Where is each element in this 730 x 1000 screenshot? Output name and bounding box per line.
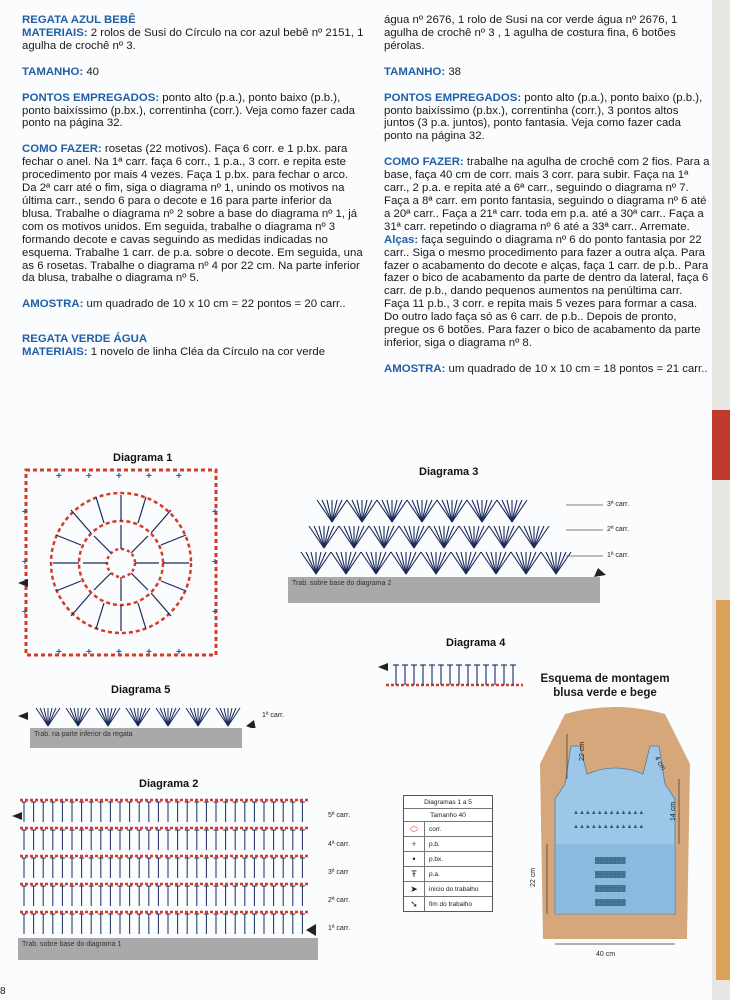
legend-row: + p.b. — [404, 836, 492, 851]
schema-side-top-measure: 14 cm — [670, 801, 678, 822]
svg-text:▲▲▲▲▲▲▲▲▲▲▲▲: ▲▲▲▲▲▲▲▲▲▲▲▲ — [573, 810, 645, 816]
adjacent-page-edge — [712, 0, 730, 1000]
d2-start-arrow-icon — [12, 812, 22, 820]
diagram2-base-bar: Trab. sobre base do diagrama 1 — [18, 938, 318, 960]
legend-row: ➤ início do trabalho — [404, 881, 492, 896]
diagram2-rows — [20, 800, 310, 934]
amostra2-paragraph: AMOSTRA: um quadrado de 10 x 10 cm = 18 pontos = 21 carr.. — [384, 362, 708, 375]
diagram1-stitches — [53, 495, 189, 631]
d5-end-arrow-icon — [246, 720, 256, 728]
como-fazer-paragraph: COMO FAZER: rosetas (22 motivos). Faça 6 corr. e 1 p.bx. para fechar o anel. Na 1ª carr. faça 6 corr., 1 p.a., 3 corr. e repita este procedimento por mais 4 vezes. Faça 1 p.bx. para fechar o arco. Da 2ª carr até o fim, siga o diagrama nº 1, unindo os motivos na última carr., sendo 6 para o decote e 16 para parte inferior da blusa. Trabalhe o diagrama nº 2 sobre a base do diagrama nº 1, já com os motivos unidos. Em seguida, trabalhe o diagrama nº 3 formando decote e cavas seguindo as medidas indicadas no esquema. Trabalhe 1 carr. de p.a. sobre o decote. Em seguida, una as 6 rosetas. Trabalhe o diagrama nº 4 por 22 cm. Na parte inferior da blusa, trabalhe o diagrama nº 5. — [22, 143, 363, 285]
svg-text:+: + — [116, 471, 122, 482]
schema-title: Esquema de montagem blusa verde e bege — [540, 673, 670, 699]
svg-text:▓▓▓▓▓▓▓: ▓▓▓▓▓▓▓ — [595, 872, 626, 878]
diagram2-title: Diagrama 2 — [139, 778, 199, 790]
svg-text:+: + — [212, 607, 218, 618]
pontos-paragraph: PONTOS EMPREGADOS: ponto alto (p.a.), ponto baixo (p.b.), ponto baixíssimo (p.bx.), correntinha (corr.). Veja como fazer cada ponto na página 32. — [22, 91, 356, 130]
d3-row2-label: 2ª carr. — [607, 526, 630, 533]
schema-side-bottom-measure: 22 cm — [530, 867, 538, 888]
svg-text:+: + — [56, 471, 62, 482]
svg-text:+: + — [56, 647, 62, 658]
d3-row3-label: 3ª carr. — [607, 501, 630, 508]
svg-text:+: + — [176, 471, 182, 482]
legend-header: Diagramas 1 a 5 — [404, 796, 492, 809]
svg-text:+: + — [212, 557, 218, 568]
materiais-continuation: água nº 2676, 1 rolo de Susi na cor verde água nº 2676, 1 agulha de crochê nº 3 , 1 agulha de costura fina, 6 botões pérolas. — [384, 14, 678, 52]
chain-symbol-icon: ⬭ — [404, 822, 425, 836]
svg-text:▓▓▓▓▓▓▓: ▓▓▓▓▓▓▓ — [595, 900, 626, 906]
d2-row4-label: 4ª carr. — [328, 841, 351, 848]
diagram5-title: Diagrama 5 — [111, 684, 171, 696]
d2-row5-label: 5ª carr. — [328, 812, 351, 819]
right-column — [384, 14, 710, 389]
diagram3-base-bar: Trab. sobre base do diagrama 2 — [288, 577, 600, 603]
svg-text:▲▲▲▲▲▲▲▲▲▲▲▲: ▲▲▲▲▲▲▲▲▲▲▲▲ — [573, 824, 645, 830]
d2-end-arrow-icon — [306, 924, 316, 936]
plus-symbol-icon: + — [404, 837, 425, 851]
schema-width-measure: 40 cm — [596, 951, 616, 958]
start-arrow-icon — [18, 579, 28, 587]
symbols-legend — [403, 795, 493, 912]
left-column — [22, 14, 364, 372]
schema-shoulder-measure: 4 cm — [652, 755, 667, 772]
end-arrow-icon: ➘ — [404, 897, 425, 911]
como-fazer2-paragraph: COMO FAZER: trabalhe na agulha de crochê com 2 fios. Para a base, faça 40 cm de corr. mais 3 corr. para subir. Faça na 1ª carr., 2 p.a. e repita até a 6ª carr., seguindo o diagrama nº 7. Faça a 8ª carr. em ponto fantasia, seguindo o diagrama nº 6 até a 20ª carr.. Faça a 21ª carr. toda em p.a. até a 30ª carr.. Faça a 31ª carr. repetindo o diagrama nº 6 até a 33ª carr.. Arremate. Alças: faça seguindo o diagrama nº 6 do ponto fantasia por 22 carr.. Siga o mesmo procedimento para fazer a outra alça. Para fazer o acabamento do decote e alças, faça 1 carr. de p.b.. Para fazer o bico de acabamento da parte de dentro da lateral, faça 6 carr. de p.b., dando pequenos aumentos na penúltima carr. Faça 11 p.b., 3 corr. e repita mais 5 vezes para formar a casa. Do outro lado faça só as 6 carr. de p.b.. Depois de pronto, pregue os 6 botões. Para fazer o bico de acabamento da parte inferior, siga o diagrama nº 8. — [384, 156, 710, 349]
diagram5-chart — [18, 696, 258, 728]
diagram4-chart — [378, 655, 528, 695]
d2-row2-label: 2ª carr. — [328, 897, 351, 904]
d4-start-arrow-icon — [378, 663, 388, 671]
legend-row: ➘ fim do trabalho — [404, 896, 492, 911]
section-title-regata-azul: REGATA AZUL BEBÊ — [22, 14, 136, 26]
page-number: 8 — [0, 986, 6, 997]
diagram1-rosette — [16, 465, 226, 660]
svg-text:+: + — [86, 471, 92, 482]
svg-text:▓▓▓▓▓▓▓: ▓▓▓▓▓▓▓ — [595, 886, 626, 892]
diagram2-chart — [10, 792, 325, 942]
schema-figure — [525, 704, 705, 966]
tamanho-paragraph: TAMANHO: 40 — [22, 65, 100, 78]
diagram4-title: Diagrama 4 — [446, 637, 506, 649]
d3-row1-label: 1ª carr. — [607, 552, 630, 559]
materiais2-paragraph: MATERIAIS: 1 novelo de linha Cléa da Círculo na cor verde — [22, 346, 326, 359]
svg-text:+: + — [22, 557, 28, 568]
d5-row-label: 1ª carr. — [262, 712, 285, 719]
start-arrow-icon: ➤ — [404, 882, 425, 896]
legend-row: • p.bx. — [404, 851, 492, 866]
materiais-paragraph: MATERIAIS: 2 rolos de Susi do Círculo na cor azul bebê nº 2151, 1 agulha de crochê nº 3. — [22, 26, 364, 52]
pontos2-paragraph: PONTOS EMPREGADOS: ponto alto (p.a.), ponto baixo (p.b.), ponto baixíssimo (p.bx.), correntinha (corr.), 3 pontos altos juntos (3 p.a. juntos), ponto fantasia. Veja como fazer cada ponto na página 32. — [384, 91, 703, 143]
svg-text:+: + — [22, 607, 28, 618]
schema-strap-measure: 22 cm — [579, 741, 587, 762]
svg-text:+: + — [116, 647, 122, 658]
tamanho2-paragraph: TAMANHO: 38 — [384, 65, 462, 78]
legend-row: ⬭ corr. — [404, 821, 492, 836]
legend-size: Tamanho 40 — [430, 811, 466, 819]
amostra-paragraph: AMOSTRA: um quadrado de 10 x 10 cm = 22 pontos = 20 carr.. — [22, 298, 346, 311]
svg-text:+: + — [22, 507, 28, 518]
diagram3-title: Diagrama 3 — [419, 466, 479, 478]
section-title-regata-verde: REGATA VERDE ÁGUA — [22, 333, 148, 346]
t-symbol-icon: Ŧ — [404, 867, 425, 881]
diagram1-title: Diagrama 1 — [113, 452, 173, 464]
diagram5-base-bar: Trab. na parte inferior da regata — [30, 728, 242, 748]
svg-text:+: + — [86, 647, 92, 658]
svg-text:+: + — [212, 507, 218, 518]
d5-start-arrow-icon — [18, 712, 28, 720]
center-ring — [107, 549, 135, 577]
d2-row1-label: 1ª carr. — [328, 925, 351, 932]
svg-text:+: + — [176, 647, 182, 658]
svg-text:+: + — [146, 647, 152, 658]
d2-row3-label: 3ª carr — [328, 869, 349, 876]
legend-row: Ŧ p.a. — [404, 866, 492, 881]
svg-text:▓▓▓▓▓▓▓: ▓▓▓▓▓▓▓ — [595, 858, 626, 864]
diagram3-fans — [301, 500, 571, 574]
svg-text:+: + — [146, 471, 152, 482]
dot-symbol-icon: • — [404, 852, 425, 866]
end-arrow-icon — [594, 568, 606, 577]
